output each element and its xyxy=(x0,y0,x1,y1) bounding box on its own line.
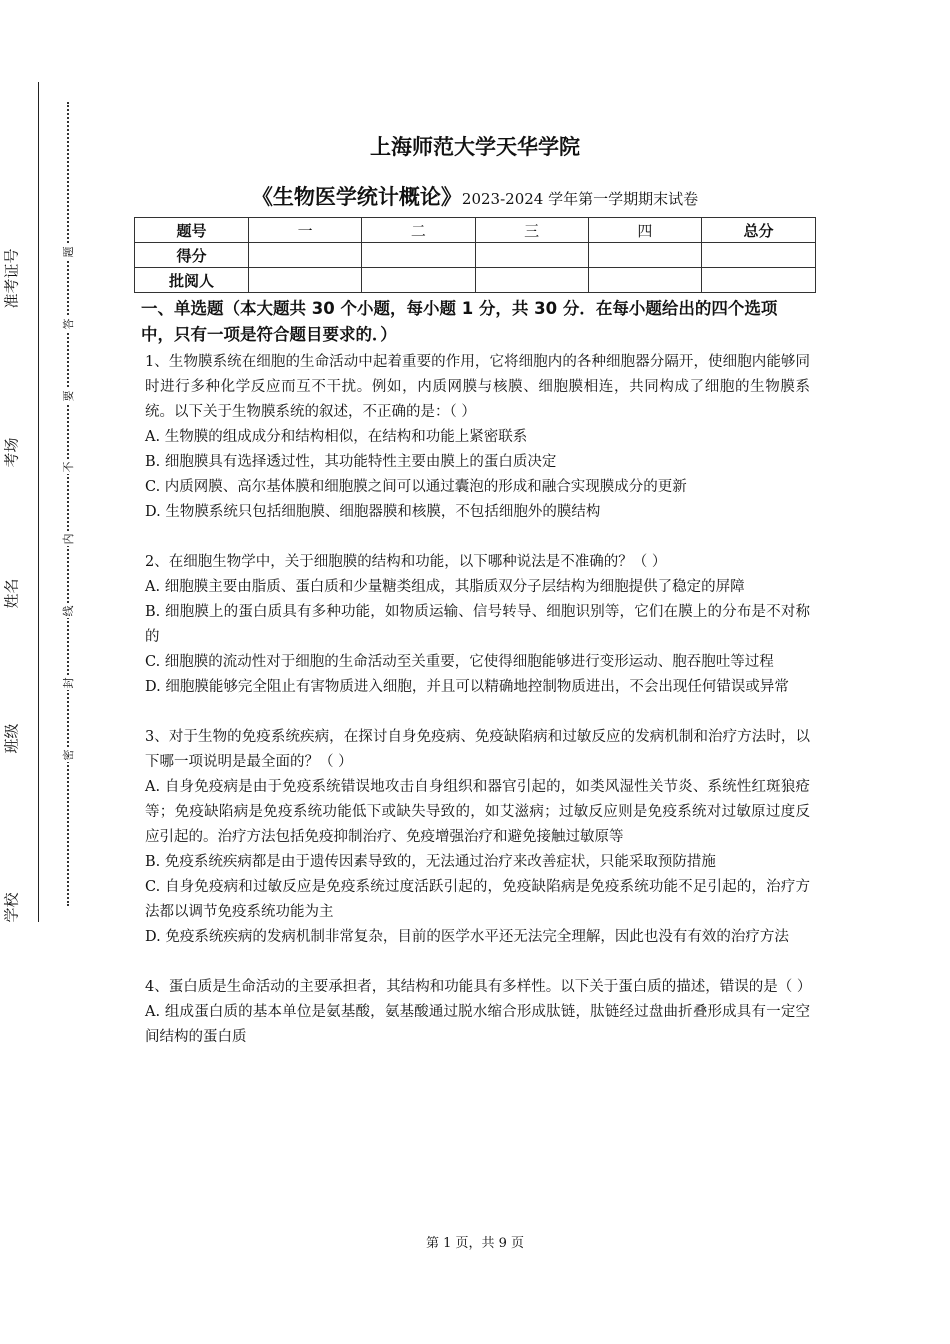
question-option: A. 组成蛋白质的基本单位是氨基酸，氨基酸通过脱水缩合形成肽链，肽链经过盘曲折叠形成具有一定空间结构的蛋白质 xyxy=(145,1004,810,1045)
question-option: D. 生物膜系统只包括细胞膜、细胞器膜和核膜，不包括细胞外的膜结构 xyxy=(145,504,601,520)
question-option: A. 细胞膜主要由脂质、蛋白质和少量糖类组成，其脂质双分子层结构为细胞提供了稳定的屏障 xyxy=(145,579,745,595)
score-cell xyxy=(362,243,475,268)
score-table xyxy=(134,217,816,293)
course-name: 《生物医学统计概论》 xyxy=(251,185,462,209)
seal-char: 封 xyxy=(62,677,75,689)
question-stem: 1、生物膜系统在细胞的生命活动中起着重要的作用，它将细胞内的各种细胞器分隔开，使细胞内能够同时进行多种化学反应而互不干扰。例如，内质网膜与核膜、细胞膜相连，共同构成了细胞的生物膜系统。以下关于生物膜系统的叙述，不正确的是：（ ） xyxy=(145,354,810,420)
score-col-header: 三 xyxy=(475,218,588,243)
section-title: 一、单选题（本大题共 30 个小题，每小题 1 分，共 30 分．在每小题给出的四个选项中，只有一项是符合题目要求的．） xyxy=(141,299,778,344)
score-col-header: 总分 xyxy=(702,218,816,243)
score-row-header: 批阅人 xyxy=(135,268,249,293)
school-name: 上海师范大学天华学院 xyxy=(370,135,580,159)
score-col-header: 二 xyxy=(362,218,475,243)
exam-term: 2023-2024 学年第一学期期末试卷 xyxy=(461,190,699,208)
score-table-row xyxy=(135,268,816,293)
seal-char: 要 xyxy=(62,390,75,402)
score-col-header: 一 xyxy=(249,218,362,243)
seal-char: 不 xyxy=(62,461,75,473)
seal-dotted-line xyxy=(67,102,69,906)
exam-title xyxy=(0,181,950,211)
binding-label-school: 学校 xyxy=(2,892,21,923)
question-option: B. 细胞膜具有选择透过性，其功能特性主要由膜上的蛋白质决定 xyxy=(145,454,557,470)
seal-char: 题 xyxy=(62,246,75,258)
score-cell xyxy=(702,243,816,268)
seal-char: 内 xyxy=(62,533,75,545)
binding-label-room: 考场 xyxy=(2,437,21,468)
score-cell xyxy=(249,268,362,293)
score-cell xyxy=(588,268,701,293)
score-table-row xyxy=(135,243,816,268)
seal-char: 密 xyxy=(62,749,75,761)
question-option: A. 自身免疫病是由于免疫系统错误地攻击自身组织和器官引起的，如类风湿性关节炎、系统性红斑狼疮等；免疫缺陷病是免疫系统功能低下或缺失导致的，如艾滋病；过敏反应则是免疫系统对过敏原过度反应引起的。治疗方法包括免疫抑制治疗、免疫增强治疗和避免接触过敏原等 xyxy=(145,779,810,845)
score-row-header: 题号 xyxy=(135,218,249,243)
seal-char: 线 xyxy=(62,605,75,617)
score-cell xyxy=(702,268,816,293)
question-stem: 4、蛋白质是生命活动的主要承担者，其结构和功能具有多样性。以下关于蛋白质的描述，错误的是（ ） xyxy=(145,979,812,995)
question-option: C. 内质网膜、高尔基体膜和细胞膜之间可以通过囊泡的形成和融合实现膜成分的更新 xyxy=(145,479,687,495)
score-cell xyxy=(475,268,588,293)
question-option: D. 细胞膜能够完全阻止有害物质进入细胞，并且可以精确地控制物质进出，不会出现任何错误或异常 xyxy=(145,679,789,695)
binding-label-class: 班级 xyxy=(2,723,21,754)
score-col-header: 四 xyxy=(588,218,701,243)
question-option: B. 细胞膜上的蛋白质具有多种功能，如物质运输、信号转导、细胞识别等，它们在膜上的分布是不对称的 xyxy=(145,604,810,645)
question-option: A. 生物膜的组成成分和结构相似，在结构和功能上紧密联系 xyxy=(145,429,528,445)
score-cell xyxy=(475,243,588,268)
exam-content xyxy=(141,296,812,1050)
question-option: C. 细胞膜的流动性对于细胞的生命活动至关重要，它使得细胞能够进行变形运动、胞吞胞吐等过程 xyxy=(145,654,774,670)
binding-label-name: 姓名 xyxy=(2,578,21,609)
score-cell xyxy=(588,243,701,268)
score-cell xyxy=(249,243,362,268)
question-option: B. 免疫系统疾病都是由于遗传因素导致的，无法通过治疗来改善症状，只能采取预防措施 xyxy=(145,854,716,870)
seal-char: 答 xyxy=(62,318,75,330)
question-option: C. 自身免疫病和过敏反应是免疫系统过度活跃引起的，免疫缺陷病是免疫系统功能不足引起的，治疗方法都以调节免疫系统功能为主 xyxy=(145,879,810,920)
score-row-header: 得分 xyxy=(135,243,249,268)
score-cell xyxy=(362,268,475,293)
question-stem: 3、对于生物的免疫系统疾病，在探讨自身免疫病、免疫缺陷病和过敏反应的发病机制和治疗方法时，以下哪一项说明是最全面的？（ ） xyxy=(145,729,810,770)
question-option: D. 免疫系统疾病的发病机制非常复杂，目前的医学水平还无法完全理解，因此也没有有效的治疗方法 xyxy=(145,929,789,945)
score-table-row xyxy=(135,218,816,243)
question-stem: 2、在细胞生物学中，关于细胞膜的结构和功能，以下哪种说法是不准确的？（ ） xyxy=(145,554,667,570)
page-footer: 第 1 页，共 9 页 xyxy=(425,1236,525,1251)
binding-label-id: 准考证号 xyxy=(2,248,21,309)
